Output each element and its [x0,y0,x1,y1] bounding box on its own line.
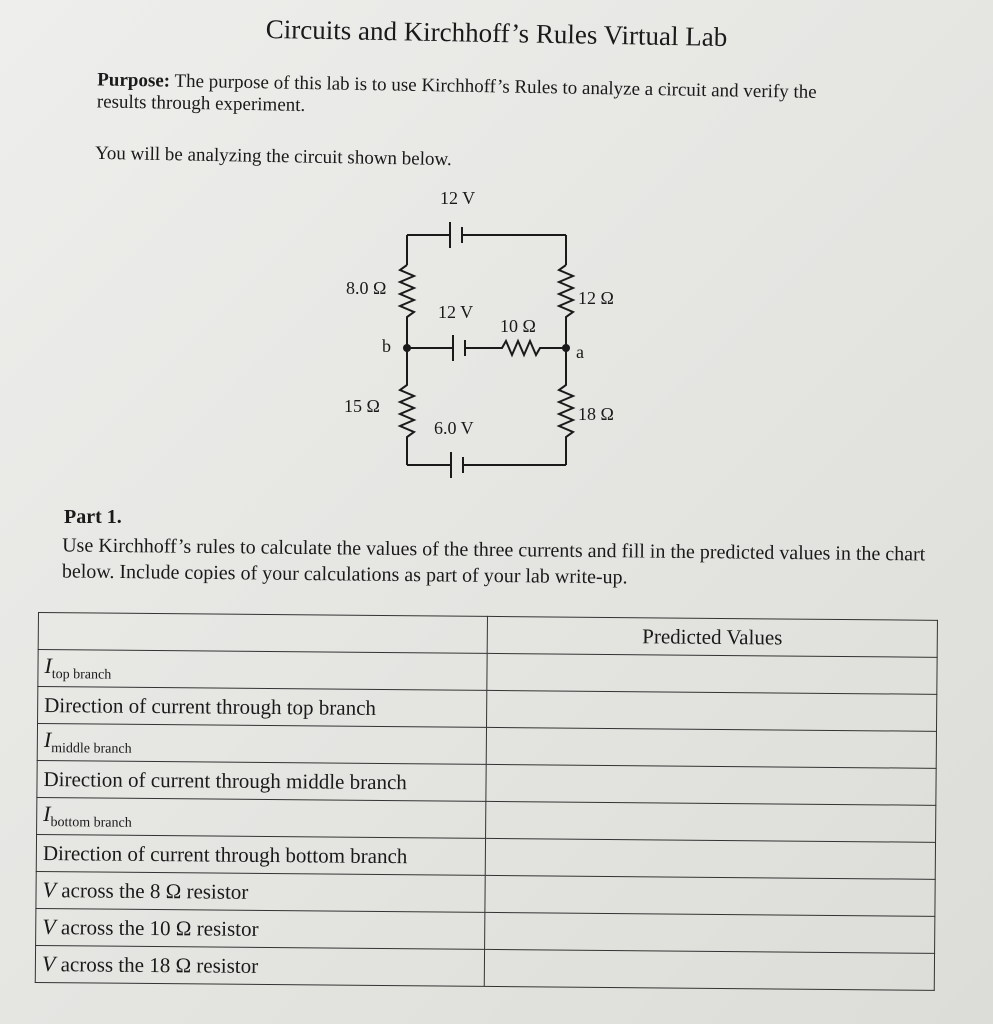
label-r-8: 8.0 Ω [346,278,387,298]
row-label-text: across the 8 Ω resistor [55,878,249,904]
row-label [37,724,486,765]
table-row [35,945,934,990]
predicted-value-cell[interactable] [484,949,934,990]
quantity-subscript: bottom branch [50,815,132,831]
purpose-text: The purpose of this lab is to use Kirchhoff’s Rules to analyze a circuit and verify the results through experiment. [96,70,817,117]
row-label [38,650,487,691]
node-b-dot [403,344,411,352]
predicted-value-cell[interactable] [485,875,935,916]
row-label-text: Direction of current through bottom branch [42,840,408,868]
table-header-blank [38,613,487,654]
resistor-15-ohm [400,348,414,465]
predicted-value-cell[interactable] [486,727,936,768]
row-label [37,797,486,838]
page-title: Circuits and Kirchhoff’s Rules Virtual Lab [265,13,728,53]
row-label [36,834,485,875]
resistor-18-ohm [559,348,573,465]
row-label-text: Direction of current through top branch [44,692,377,720]
predicted-value-cell[interactable] [487,690,937,731]
predicted-value-cell[interactable] [485,838,935,879]
quantity-symbol: V [42,914,56,940]
circuit-diagram [330,180,660,490]
predicted-value-cell[interactable] [486,801,936,842]
row-label [36,908,485,949]
label-r-18: 18 Ω [578,404,614,424]
label-r-10: 10 Ω [500,316,536,336]
row-label [35,945,484,986]
resistor-8-ohm [400,265,414,348]
label-r-15: 15 Ω [344,396,380,416]
quantity-symbol: V [42,877,57,903]
predicted-values-table [35,612,938,991]
label-node-b: b [382,336,391,356]
quantity-subscript: middle branch [51,741,132,757]
part1-instructions: Use Kirchhoff’s rules to calculate the values of the three currents and fill in the predicted values in the chart below. Include copies of your calculations as part of your lab write-up. [61,534,926,589]
quantity-symbol: I [43,801,51,827]
label-mid-battery: 12 V [438,302,474,322]
row-label [37,760,486,801]
row-label-text: Direction of current through middle branch [43,766,407,794]
intro-text: You will be analyzing the circuit shown below. [94,142,452,171]
label-r-12: 12 Ω [578,288,614,308]
label-top-battery: 12 V [440,188,476,208]
node-a-dot [562,344,570,352]
quantity-subscript: top branch [51,667,112,683]
part1-title: Part 1. [64,506,122,528]
purpose-label: Purpose: [97,69,171,92]
table-header-predicted: Predicted Values [487,616,937,657]
predicted-value-cell[interactable] [486,764,936,805]
purpose-paragraph [97,69,858,126]
quantity-symbol: I [43,727,52,753]
label-bottom-battery: 6.0 V [434,418,474,438]
label-node-a: a [576,342,584,362]
quantity-symbol: I [44,653,52,679]
row-label [36,871,485,912]
row-label-text: across the 10 Ω resistor [55,915,259,941]
row-label [38,687,487,728]
predicted-value-cell[interactable] [487,653,937,694]
quantity-symbol: V [41,951,56,977]
resistor-12-ohm [559,265,573,348]
predicted-value-cell[interactable] [485,912,935,953]
middle-wire [407,341,566,355]
row-label-text: across the 18 Ω resistor [55,952,259,978]
